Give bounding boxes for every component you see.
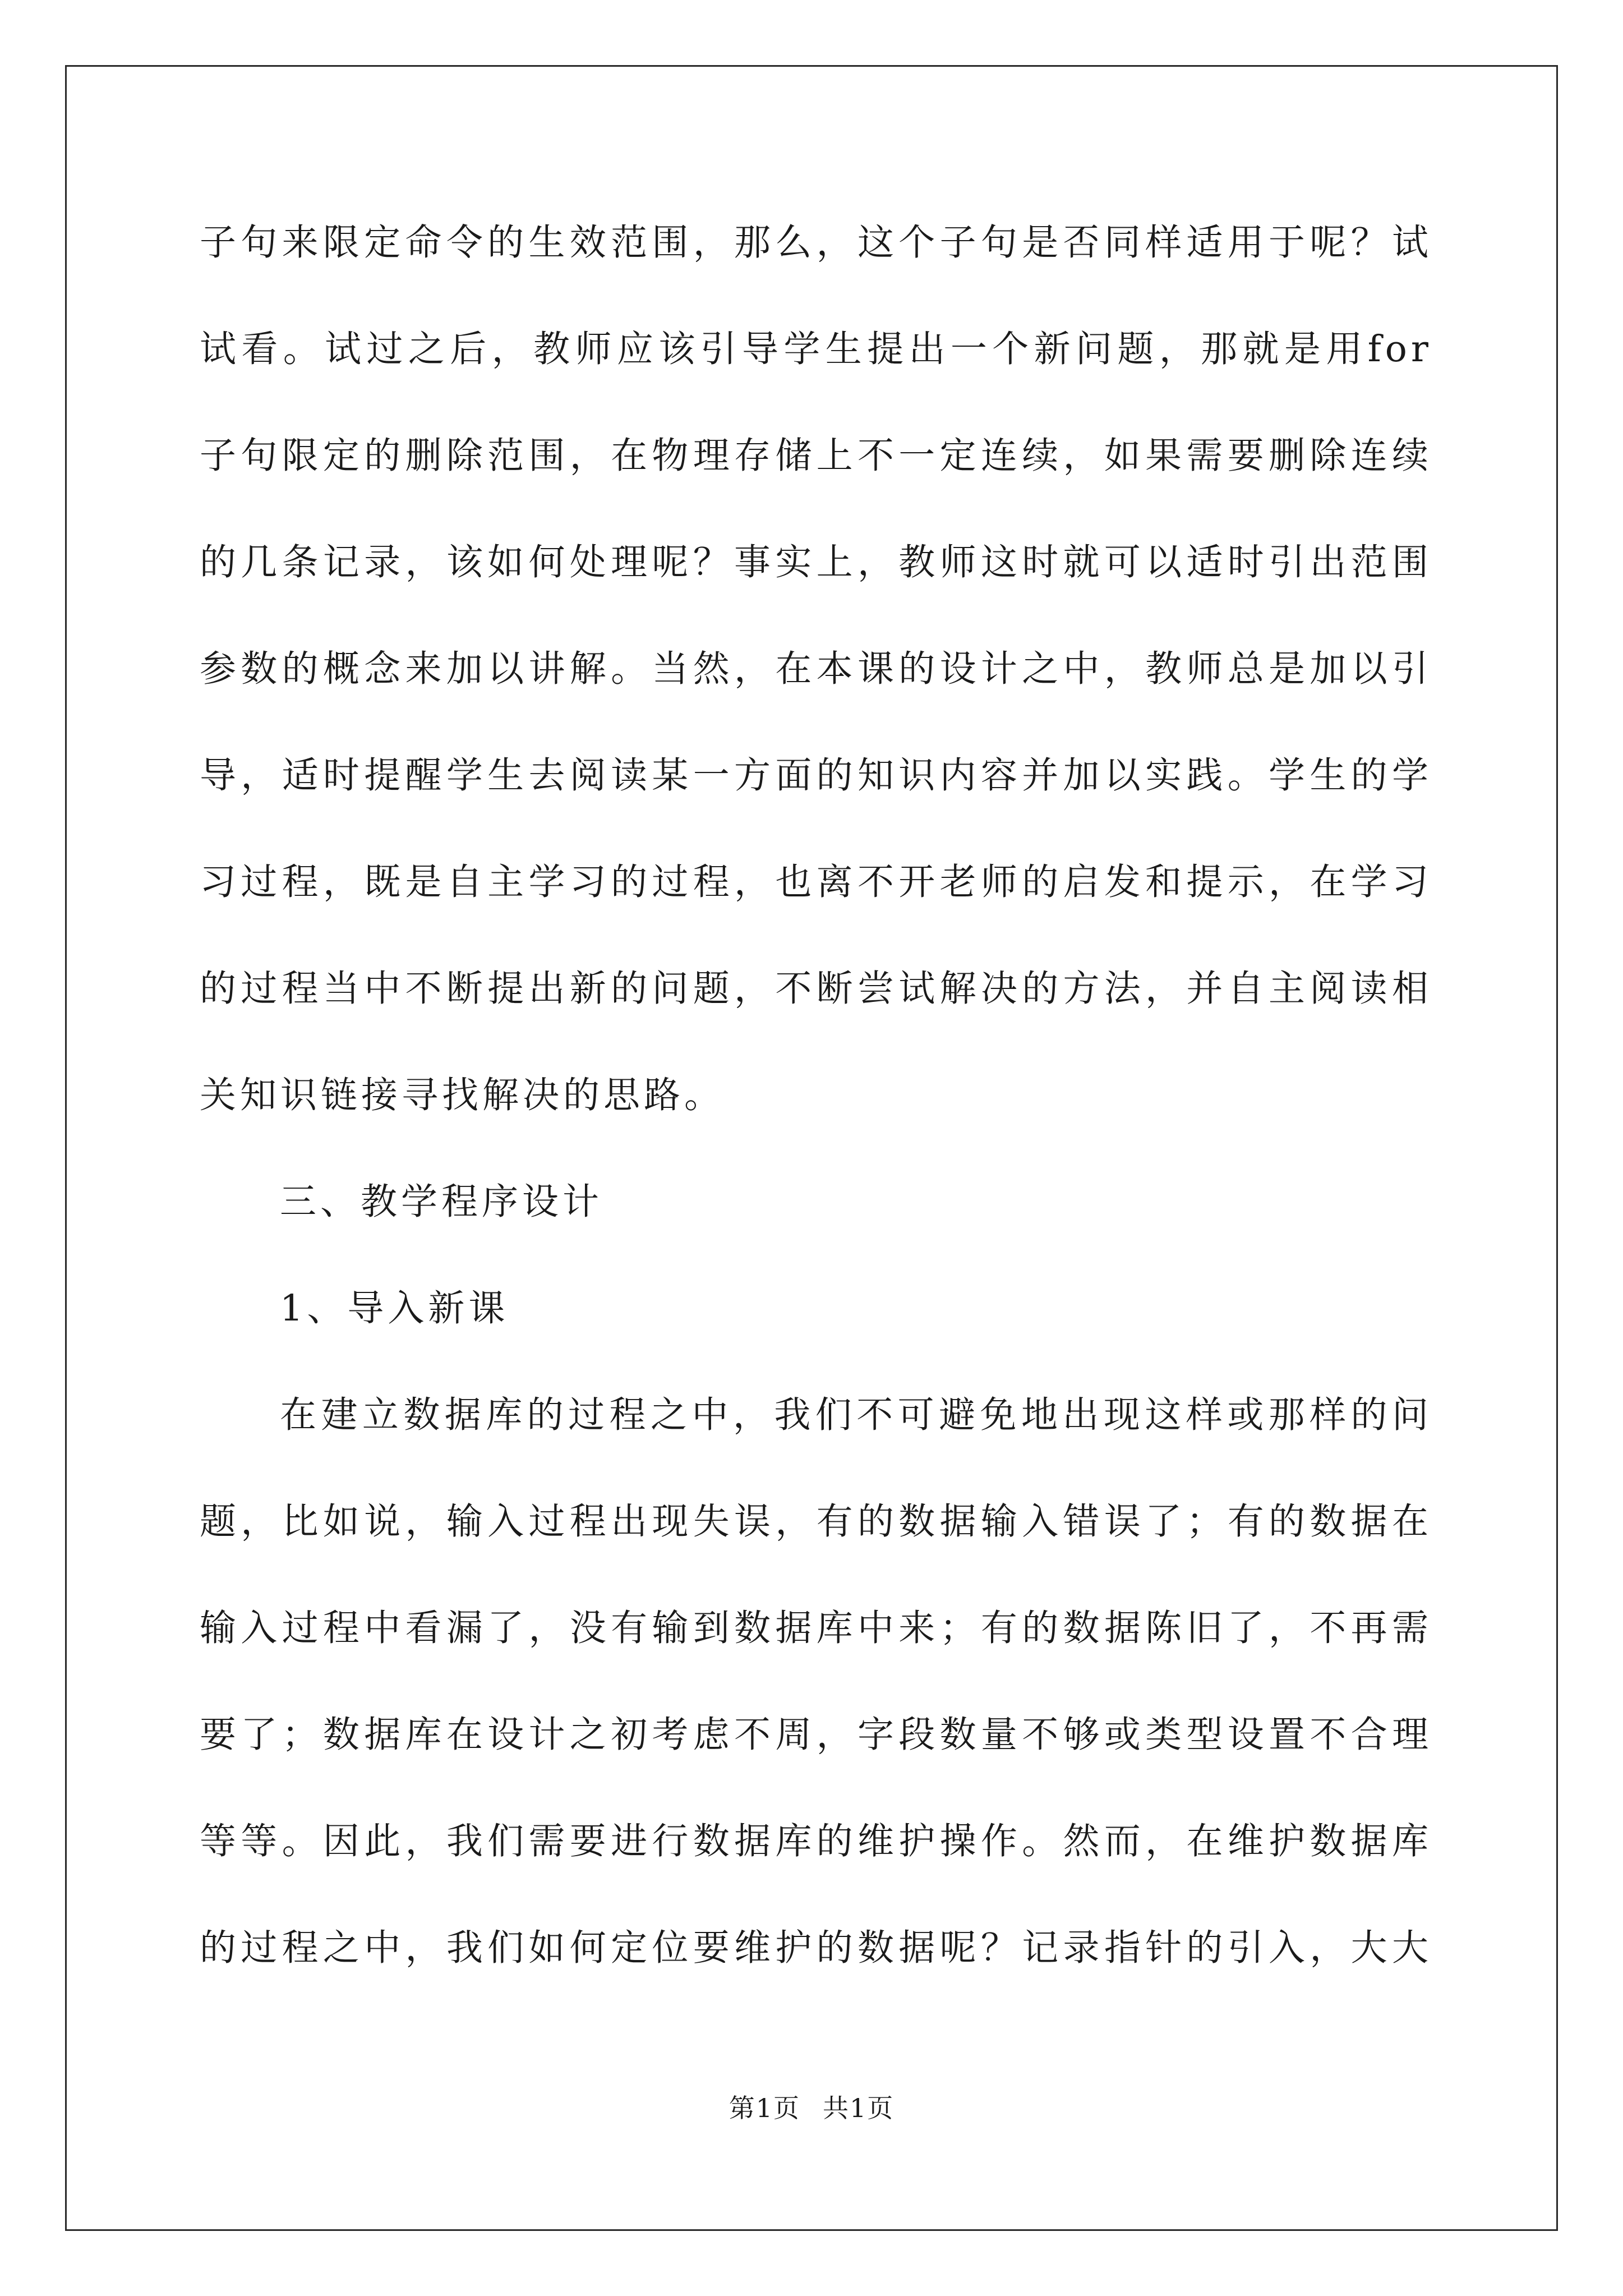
document-body	[200, 215, 1432, 2027]
page-total: 共1页	[823, 2093, 895, 2123]
text-line: 的几条记录，该如何处理呢？事实上，教师这时就可以适时引出范围	[200, 541, 1432, 583]
text-line: 习过程，既是自主学习的过程，也离不开老师的启发和提示，在学习	[200, 861, 1432, 903]
text-line: 要了；数据库在设计之初考虑不周，字段数量不够或类型设置不合理	[200, 1714, 1432, 1756]
text-line: 输入过程中看漏了，没有输到数据库中来；有的数据陈旧了，不再需	[200, 1607, 1432, 1649]
text-line: 三、教学程序设计	[280, 1181, 603, 1223]
text-line: 等等。因此，我们需要进行数据库的维护操作。然而，在维护数据库	[200, 1820, 1432, 1862]
text-line: 题，比如说，输入过程出现失误，有的数据输入错误了；有的数据在	[200, 1501, 1432, 1543]
page-number: 第1页	[728, 2093, 800, 2123]
text-line: 参数的概念来加以讲解。当然，在本课的设计之中，教师总是加以引	[200, 648, 1432, 690]
text-line: 的过程当中不断提出新的问题，不断尝试解决的方法，并自主阅读相	[200, 968, 1432, 1010]
page-footer	[0, 2091, 1623, 2125]
text-line: 导，适时提醒学生去阅读某一方面的知识内容并加以实践。学生的学	[200, 754, 1432, 797]
text-line: 的过程之中，我们如何定位要维护的数据呢？记录指针的引入，大大	[200, 1927, 1432, 1969]
text-line: 子句来限定命令的生效范围，那么，这个子句是否同样适用于呢？试	[200, 222, 1432, 264]
text-line: 1、导入新课	[280, 1287, 509, 1329]
text-line: 子句限定的删除范围，在物理存储上不一定连续，如果需要删除连续	[200, 435, 1432, 477]
text-line: 在建立数据库的过程之中，我们不可避免地出现这样或那样的问	[280, 1394, 1432, 1436]
text-line: 试看。试过之后，教师应该引导学生提出一个新问题，那就是用for	[200, 328, 1432, 370]
text-line: 关知识链接寻找解决的思路。	[200, 1074, 725, 1116]
